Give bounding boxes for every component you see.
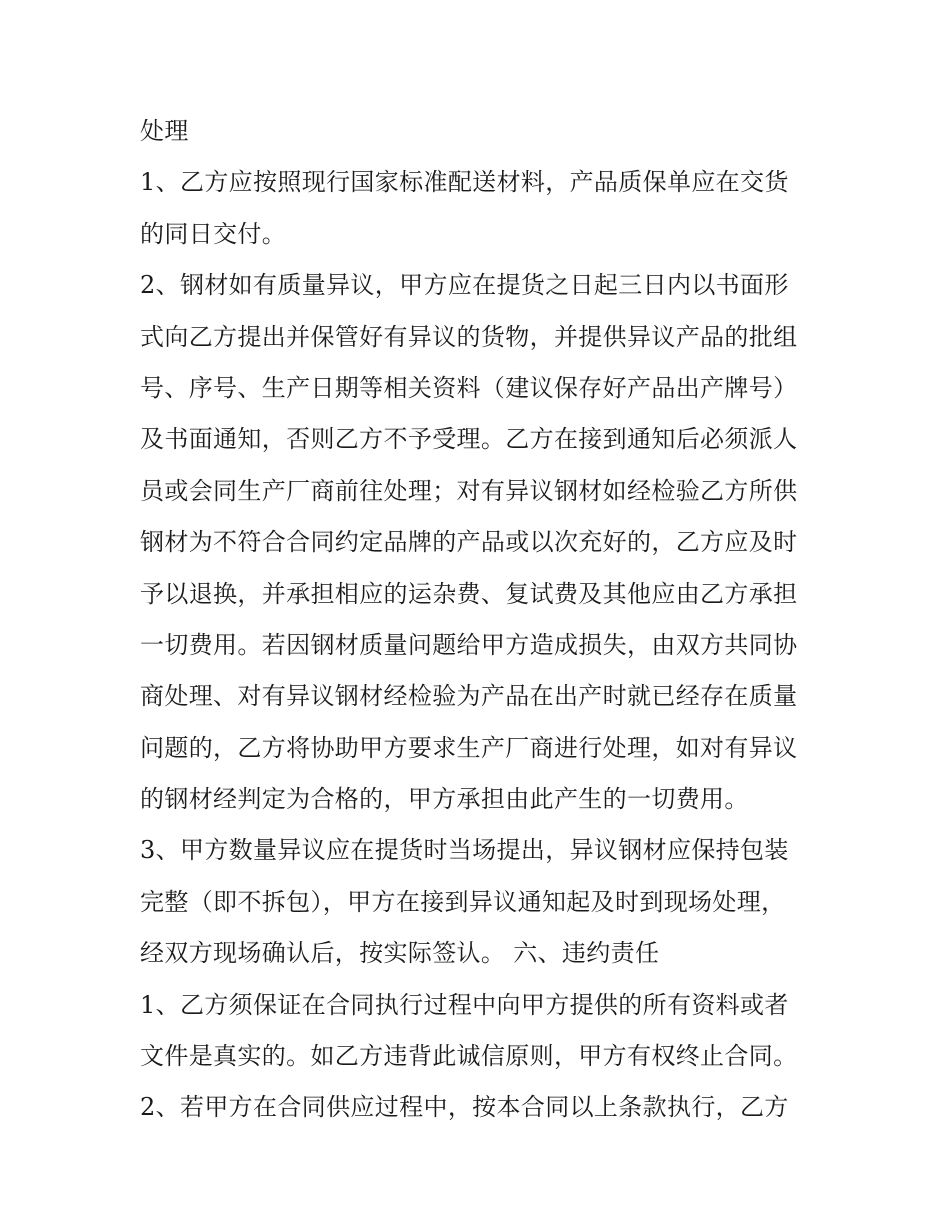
text-line: 式向乙方提出并保管好有异议的货物，并提供异议产品的批组 [140, 322, 798, 351]
text-line: 的同日交付。 [140, 219, 287, 248]
text-line: 完整（即不拆包），甲方在接到异议通知起及时到现场处理， [140, 887, 786, 916]
text-line: 员或会同生产厂商前往处理；对有异议钢材如经检验乙方所供 [140, 476, 798, 505]
text-line: 的钢材经判定为合格的，甲方承担由此产生的一切费用。 [140, 785, 749, 814]
text-line: 2、若甲方在合同供应过程中，按本合同以上条款执行，乙方 [140, 1093, 789, 1122]
text-line: 钢材为不符合合同约定品牌的产品或以次充好的，乙方应及时 [140, 528, 798, 557]
text-line: 经双方现场确认后，按实际签认。 六、违约责任 [140, 939, 660, 968]
text-line: 3、甲方数量异议应在提货时当场提出，异议钢材应保持包装 [140, 836, 789, 865]
text-line: 问题的，乙方将协助甲方要求生产厂商进行处理，如对有异议 [140, 733, 798, 762]
text-line: 一切费用。若因钢材质量问题给甲方造成损失，由双方共同协 [140, 630, 798, 659]
text-line: 1、乙方应按照现行国家标准配送材料，产品质保单应在交货 [140, 168, 789, 197]
text-line: 商处理、对有异议钢材经检验为产品在出产时就已经存在质量 [140, 682, 798, 711]
text-line: 号、序号、生产日期等相关资料（建议保存好产品出产牌号） [140, 373, 798, 402]
text-line: 1、乙方须保证在合同执行过程中向甲方提供的所有资料或者 [140, 990, 789, 1019]
text-line: 予以退换，并承担相应的运杂费、复试费及其他应由乙方承担 [140, 579, 798, 608]
contract-text-block [140, 106, 830, 1134]
text-line: 2、钢材如有质量异议，甲方应在提货之日起三日内以书面形 [140, 271, 789, 300]
text-line: 处理 [140, 117, 189, 145]
text-line: 及书面通知，否则乙方不予受理。乙方在接到通知后必须派人 [140, 425, 798, 454]
text-line: 文件是真实的。如乙方违背此诚信原则，甲方有权终止合同。 [140, 1042, 798, 1071]
